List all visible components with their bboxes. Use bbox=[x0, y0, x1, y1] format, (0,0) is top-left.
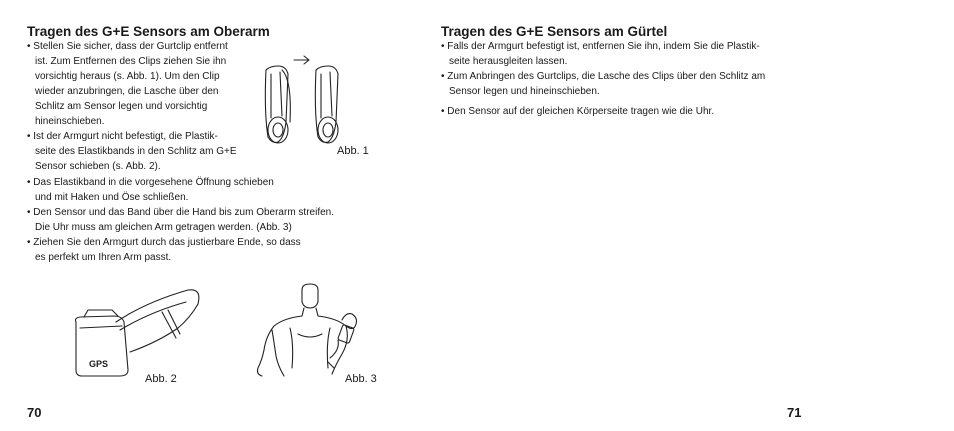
text-line: ist. Zum Entfernen des Clips ziehen Sie ihn bbox=[35, 56, 227, 67]
page-number-left: 70 bbox=[27, 405, 42, 420]
text-line: hineinschieben. bbox=[35, 116, 105, 127]
figure-3-person-illustration bbox=[250, 284, 380, 384]
text-line: • Den Sensor und das Band über die Hand bis zum Oberarm streifen. bbox=[27, 207, 334, 218]
figure-2-caption: Abb. 2 bbox=[145, 373, 177, 385]
figure-1-caption: Abb. 1 bbox=[337, 145, 369, 157]
figure-3-caption: Abb. 3 bbox=[345, 373, 377, 385]
text-line: • Zum Anbringen des Gurtclips, die Lasche des Clips über den Schlitz am bbox=[441, 71, 766, 82]
text-line: es perfekt um Ihren Arm passt. bbox=[35, 252, 172, 263]
text-line: wieder anzubringen, die Lasche über den bbox=[35, 86, 219, 97]
text-line: vorsichtig heraus (s. Abb. 1). Um den Clip bbox=[35, 71, 220, 82]
text-line: Sensor legen und hineinschieben. bbox=[449, 86, 600, 97]
text-line: • Ist der Armgurt nicht befestigt, die Plastik- bbox=[27, 131, 218, 142]
right-heading: Tragen des G+E Sensors am Gürtel bbox=[441, 24, 668, 39]
text-line: seite herausgleiten lassen. bbox=[449, 56, 568, 67]
text-line: • Das Elastikband in die vorgesehene Öffnung schieben bbox=[27, 177, 274, 188]
figure-2-armband-illustration bbox=[66, 282, 206, 378]
figure-1-clip-illustration bbox=[258, 52, 378, 152]
text-line: • Falls der Armgurt befestigt ist, entfernen Sie ihn, indem Sie die Plastik- bbox=[441, 41, 760, 52]
text-line: • Stellen Sie sicher, dass der Gurtclip entfernt bbox=[27, 41, 228, 52]
page-number-right: 71 bbox=[787, 405, 802, 420]
text-line: und mit Haken und Öse schließen. bbox=[35, 192, 189, 203]
text-line: • Den Sensor auf der gleichen Körperseite tragen wie die Uhr. bbox=[441, 106, 715, 117]
text-line: seite des Elastikbands in den Schlitz am G+E bbox=[35, 146, 237, 157]
text-line: Die Uhr muss am gleichen Arm getragen werden. (Abb. 3) bbox=[35, 222, 292, 233]
text-line: • Ziehen Sie den Armgurt durch das justierbare Ende, so dass bbox=[27, 237, 301, 248]
text-line: Schlitz am Sensor legen und vorsichtig bbox=[35, 101, 208, 112]
text-line: Sensor schieben (s. Abb. 2). bbox=[35, 161, 161, 172]
left-heading: Tragen des G+E Sensors am Oberarm bbox=[27, 24, 270, 39]
sensor-gps-label: GPS bbox=[89, 359, 109, 369]
